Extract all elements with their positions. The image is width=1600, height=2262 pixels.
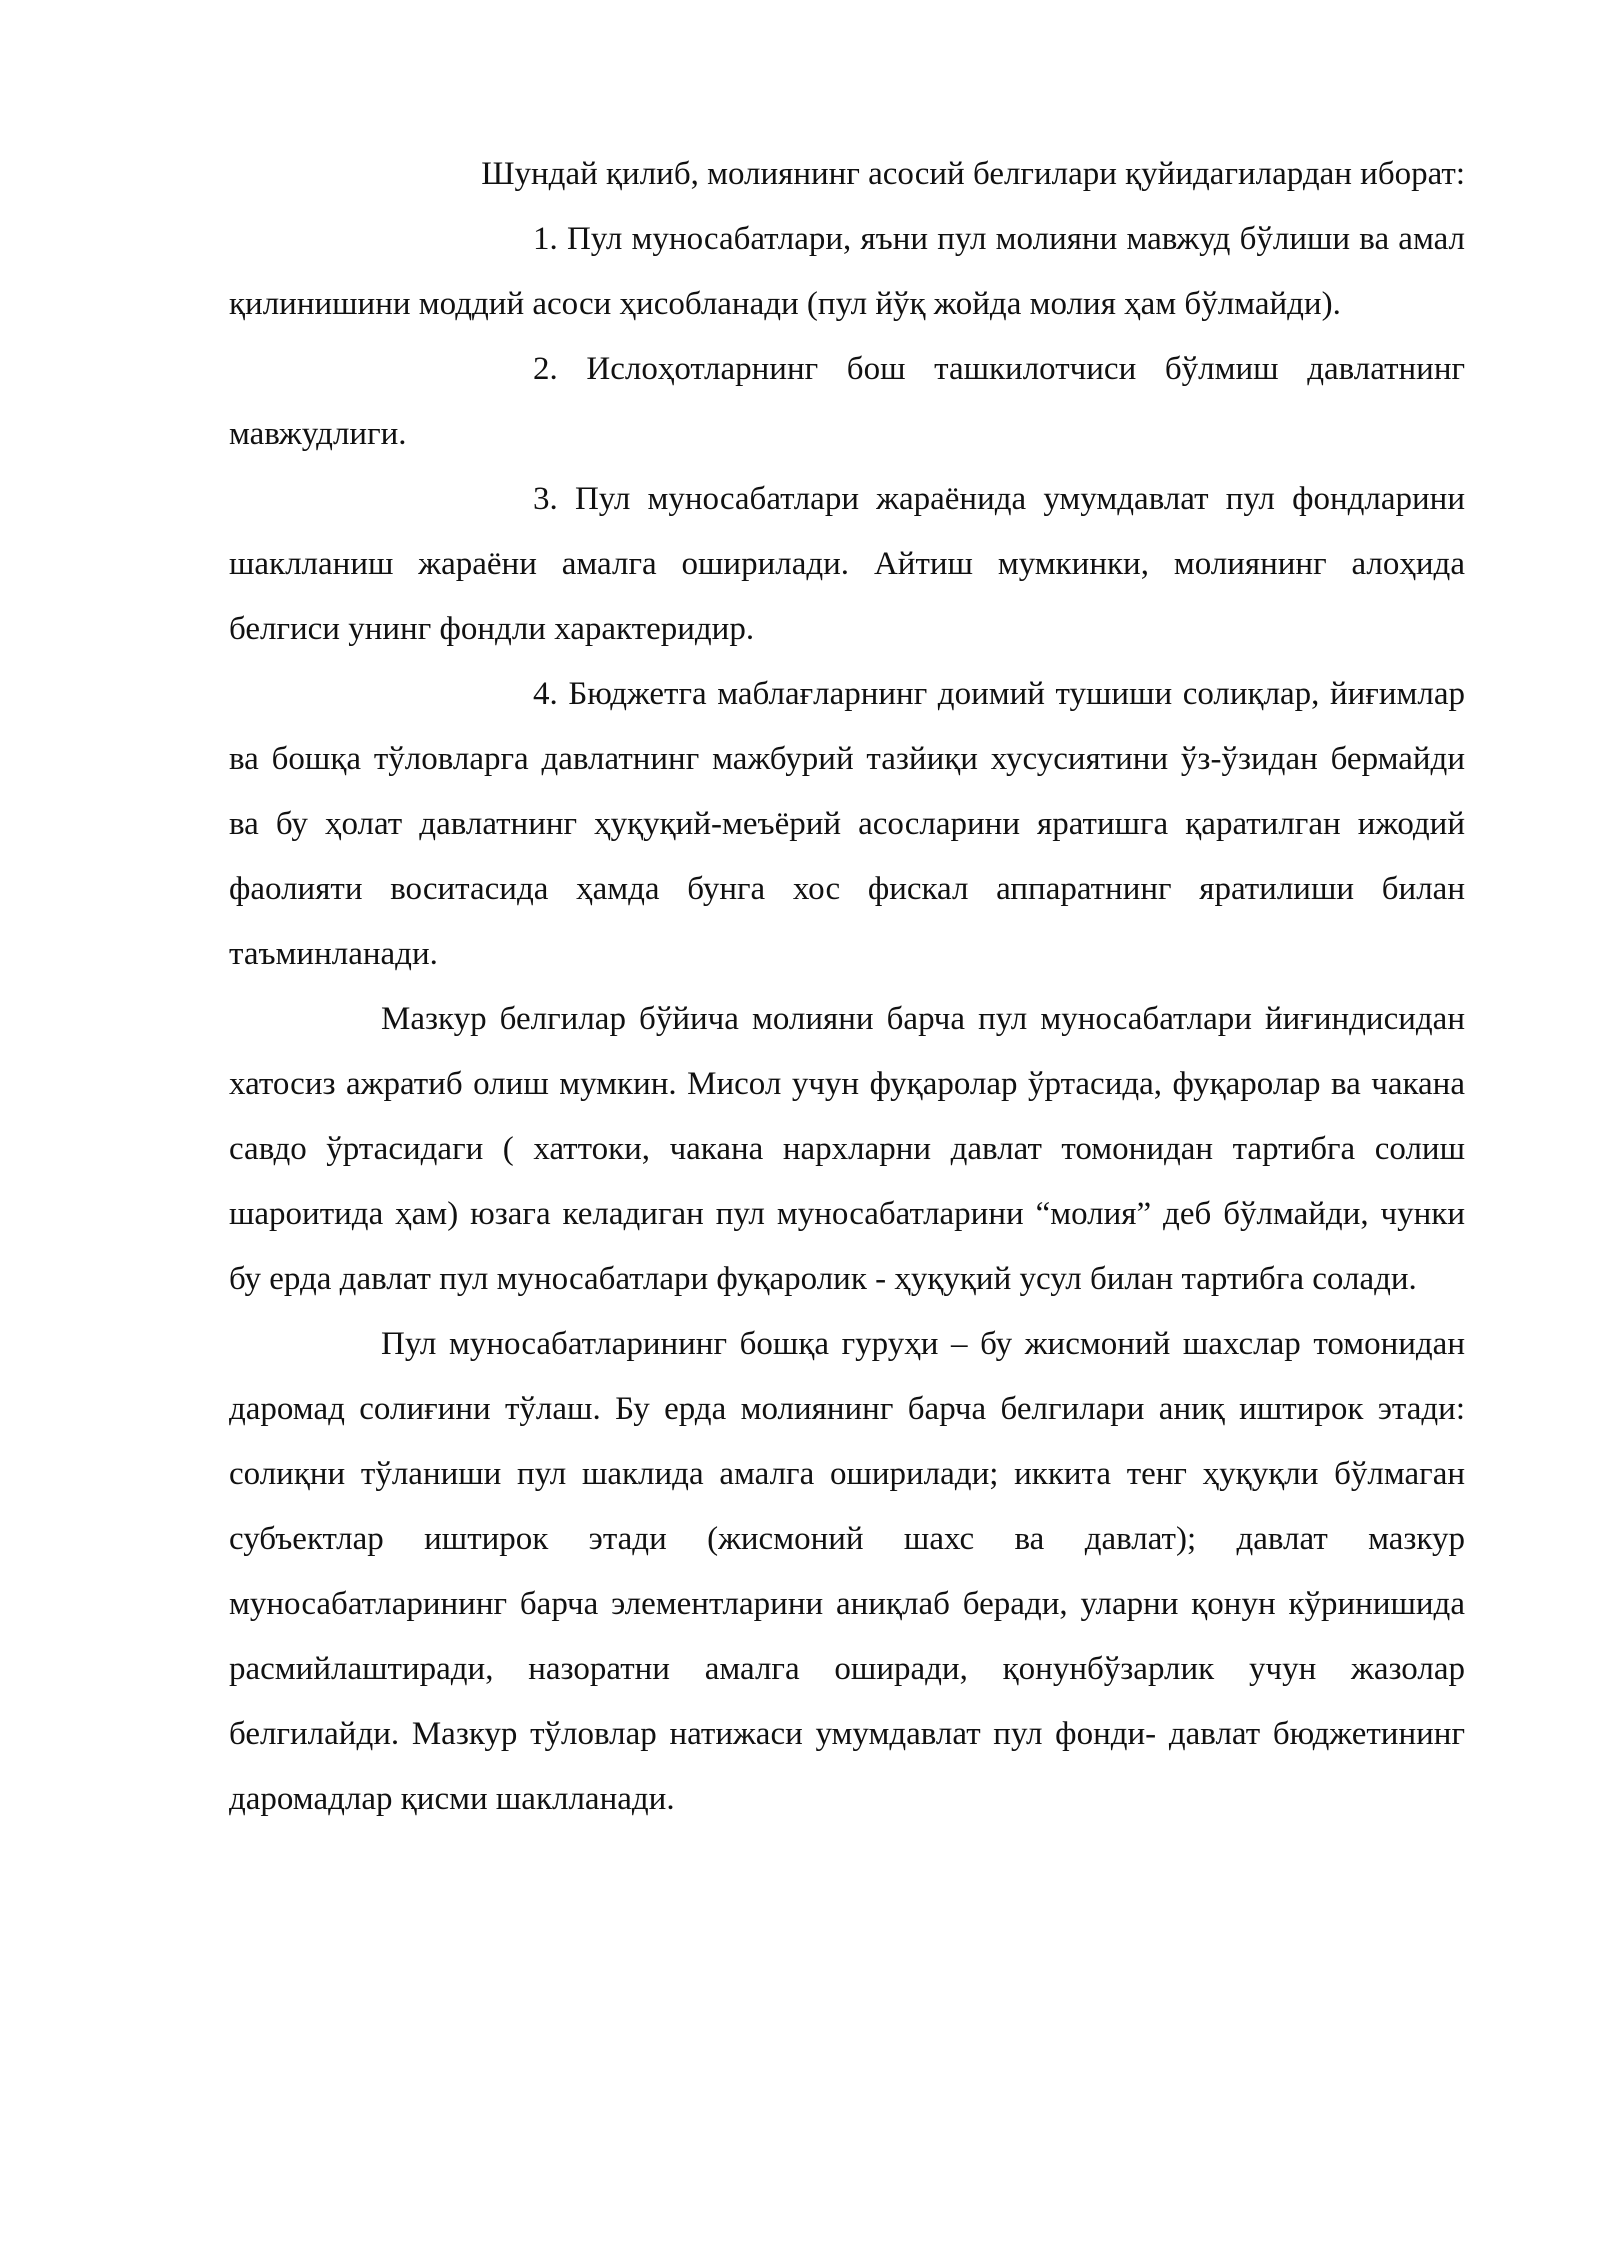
list-item-4 [229,662,1465,987]
list-item-number: 1. [533,221,558,257]
list-item-1 [229,207,1465,337]
list-item-number: 2. [533,351,558,387]
list-item-number: 4. [533,676,558,712]
list-item-number: 3. [533,481,558,517]
list-item-text: Бюджетга маблағларнинг доимий тушиши солиқлар, йиғимлар ва бошқа тўловларга давлатнинг мажбурий тазйиқи хусусиятини ўз-ўзидан бермайди ва бу ҳолат давлатнинг ҳуқуқий-меъёрий асосларини яратишга қаратилган ижодий фаолияти воситасида ҳамда бунга хос фискал аппаратнинг яратилиши билан таъминланади. [229,676,1466,972]
body-paragraph-1: Мазкур белгилар бўйича молияни барча пул муносабатлари йиғиндисидан хатосиз ажратиб олиш мумкин. Мисол учун фуқаролар ўртасида, фуқаролар ва чакана савдо ўртасидаги ( хаттоки, чакана нархларни давлат томонидан тартибга солиш шароитида ҳам) юзага келадиган пул муносабатларини “молия” деб бўлмайди, чунки бу ерда давлат пул муносабатлари фуқаролик - ҳуқуқий усул билан тартибга солади. [229,1001,1465,1297]
list-item-2 [229,337,1465,467]
list-item-text: Ислоҳотларнинг бош ташкилотчиси бўлмиш давлатнинг мавжудлиги. [229,351,1466,452]
list-item-text: Пул муносабатлари, яъни пул молияни мавжуд бўлиши ва амал қилинишини моддий асоси ҳисобланади (пул йўқ жойда молия ҳам бўлмайди). [229,221,1466,322]
list-item-3 [229,467,1465,662]
list-item-text: Пул муносабатлари жараёнида умумдавлат пул фондларини шаклланиш жараёни амалга оширилади. Айтиш мумкинки, молиянинг алоҳида белгиси унинг фондли характеридир. [229,481,1465,647]
intro-paragraph: Шундай қилиб, молиянинг асосий белгилари қуйидагилардан иборат: [481,156,1465,192]
document-body [229,142,1465,1832]
body-paragraph-2: Пул муносабатларининг бошқа гуруҳи – бу жисмоний шахслар томонидан даромад солиғини тўлаш. Бу ерда молиянинг барча белгилари аниқ иштирок этади: солиқни тўланиши пул шаклида амалга оширилади; иккита тенг ҳуқуқли бўлмаган субъектлар иштирок этади (жисмоний шахс ва давлат); давлат мазкур муносабатларининг барча элементларини аниқлаб беради, уларни қонун кўринишида расмийлаштиради, назоратни амалга оширади, қонунбўзарлик учун жазолар белгилайди. Мазкур тўловлар натижаси умумдавлат пул фонди- давлат бюджетининг даромадлар қисми шаклланади. [229,1326,1465,1817]
